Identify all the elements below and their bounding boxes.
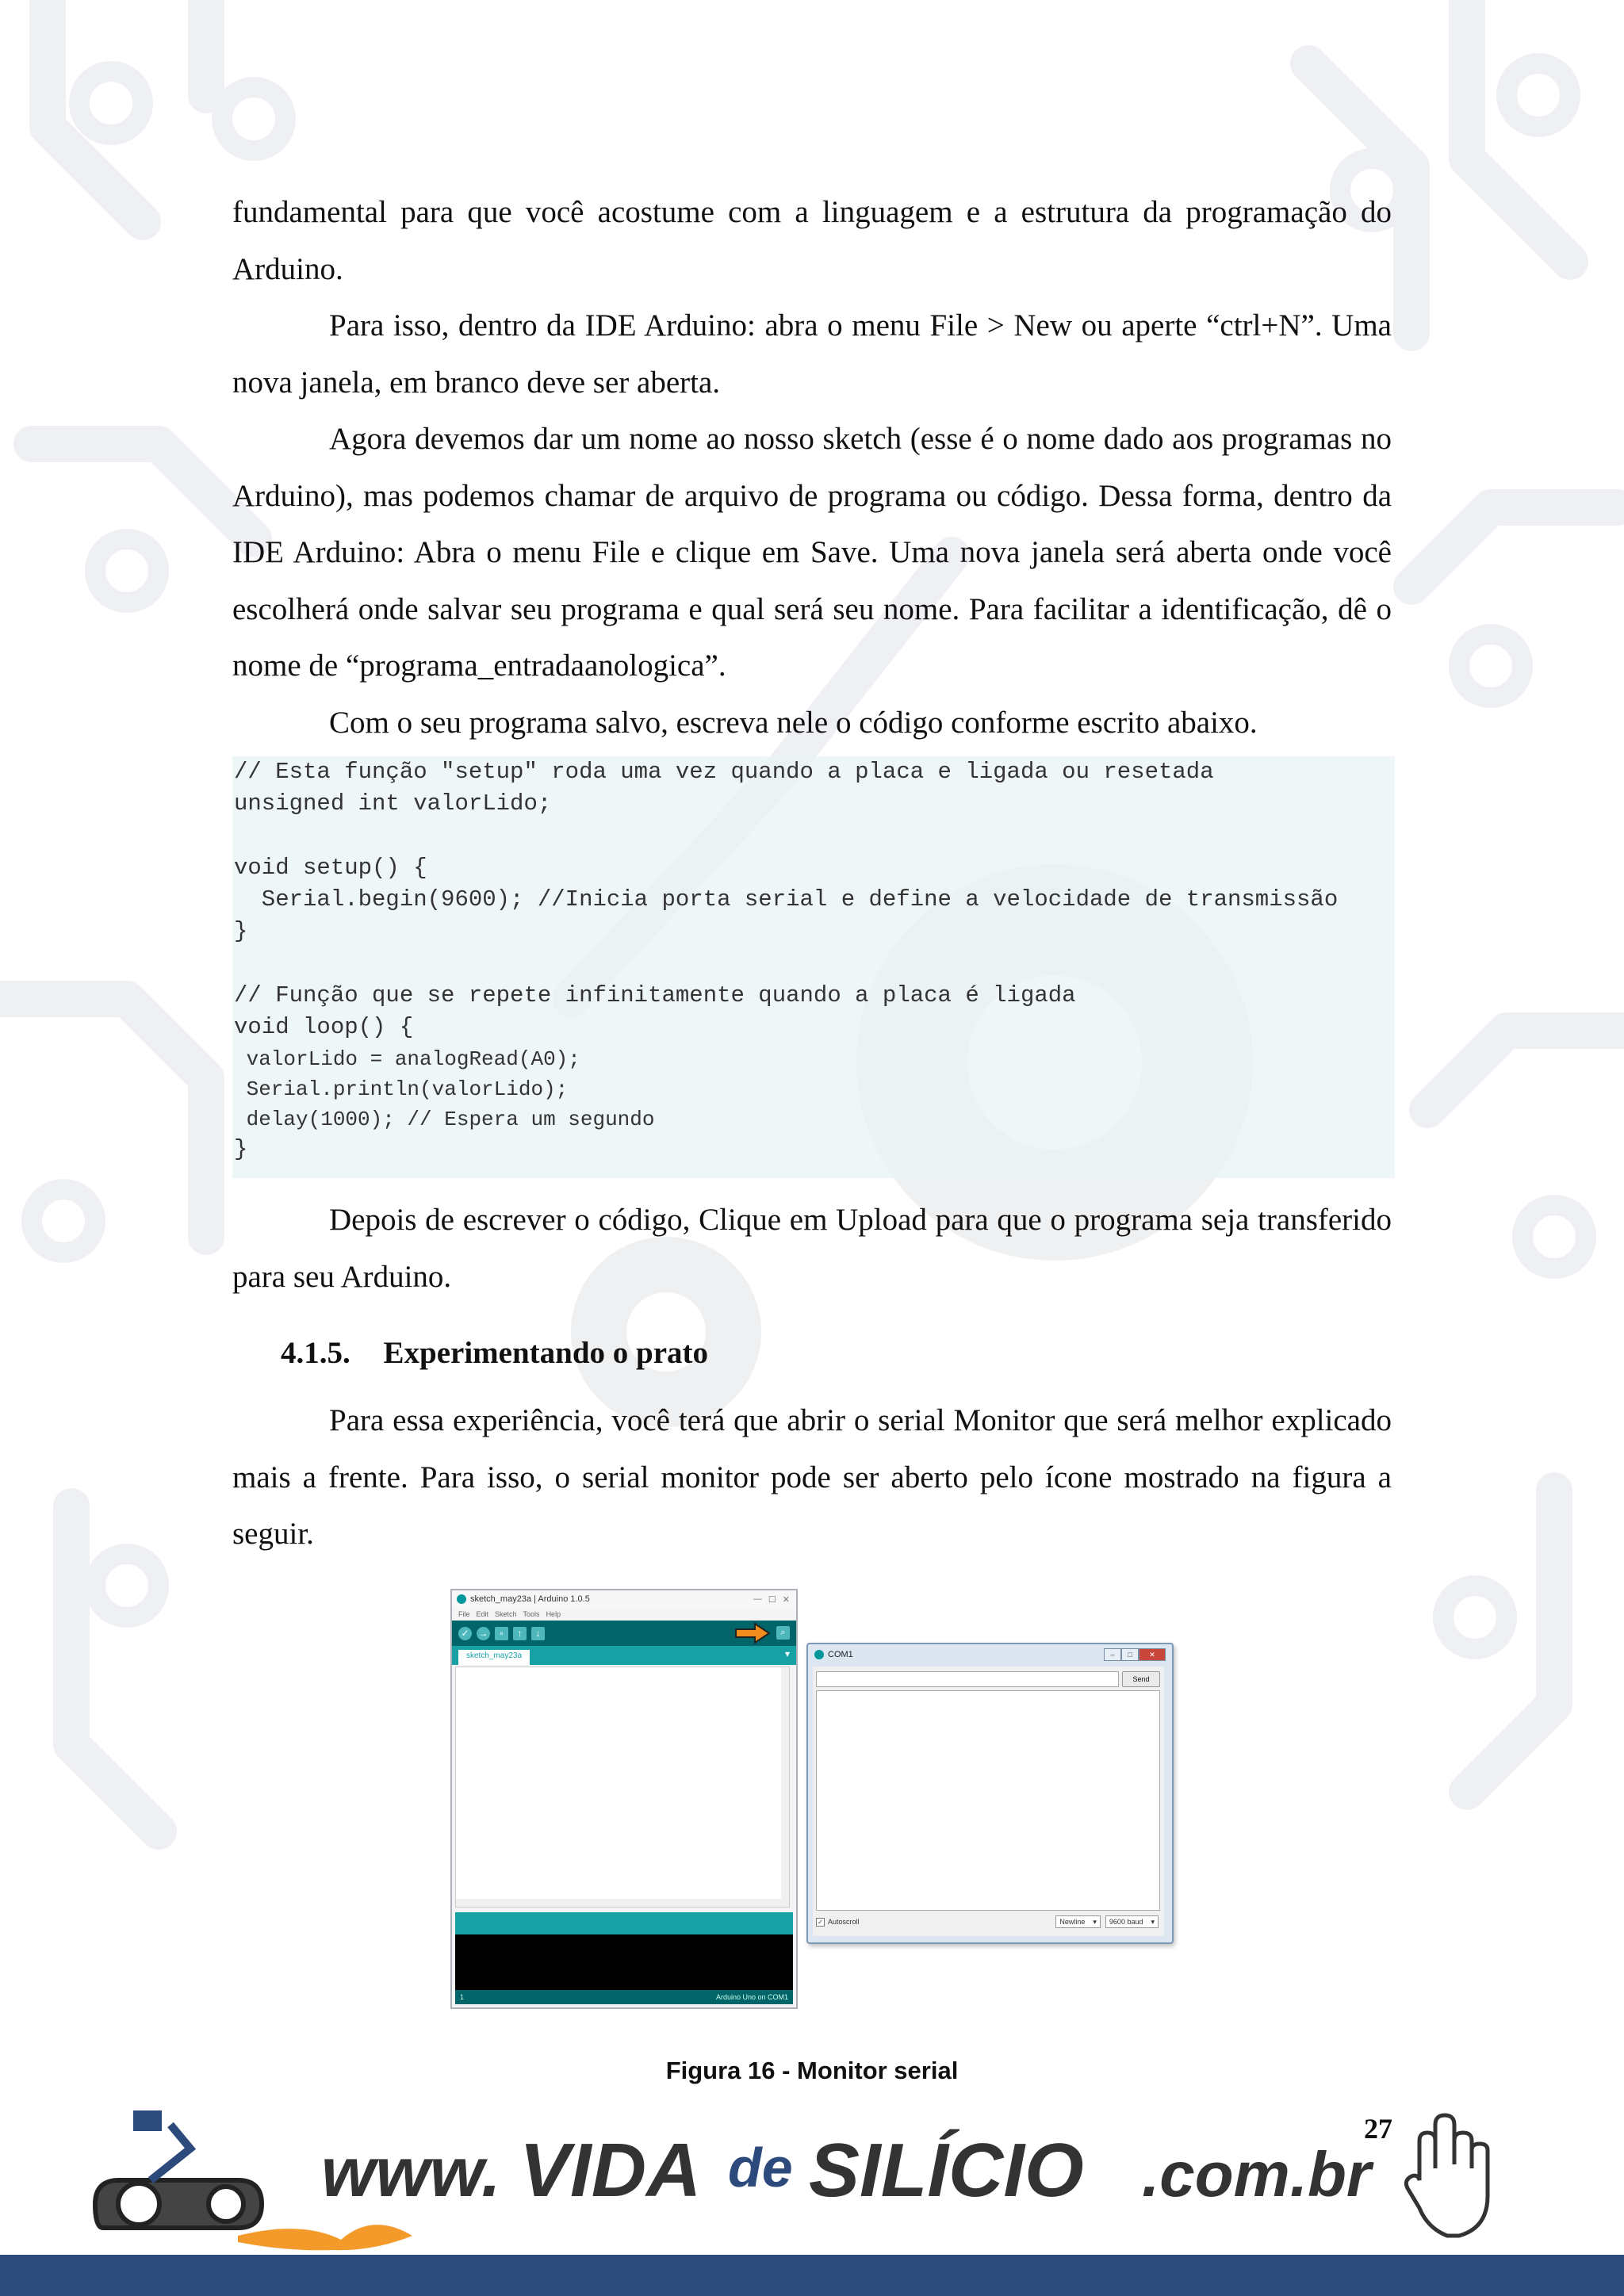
body-text-after-code: [232, 1192, 1392, 1305]
upload-icon: →: [477, 1627, 490, 1640]
body-text-top: [232, 184, 1392, 751]
ide-footer: [455, 1990, 793, 2004]
serial-input: [816, 1671, 1119, 1687]
window-controls: [753, 1594, 796, 1605]
code-line: valorLido = analogRead(A0);: [234, 1047, 580, 1071]
arduino-logo-icon: [457, 1594, 466, 1604]
serial-monitor-screenshot: [806, 1643, 1174, 1944]
arduino-logo-icon: [814, 1650, 824, 1659]
brand-de: de: [728, 2137, 793, 2198]
section-number: 4.1.5.: [281, 1336, 350, 1370]
maximize-icon: ☐: [768, 1594, 776, 1605]
baud-value: 9600 baud: [1109, 1918, 1143, 1926]
code-line: void loop() {: [234, 1014, 414, 1040]
hand-cursor-icon: [1406, 2115, 1488, 2236]
ide-editor: [455, 1667, 790, 1908]
menu-sketch: Sketch: [495, 1610, 517, 1618]
checkbox-icon: ✓: [816, 1918, 825, 1927]
code-line: Serial.begin(9600); //Inicia porta serial e define a velocidade de transmissão: [234, 886, 1339, 913]
close-icon: ✕: [782, 1594, 790, 1605]
paragraph-serial-monitor: Para essa experiência, você terá que abrir o serial Monitor que será melhor explicado mais a frente. Para isso, o serial monitor pode ser aberto pelo ícone mostrado na figura a seguir.: [232, 1403, 1392, 1551]
brand-tld: .com.br: [1142, 2139, 1371, 2210]
ide-tabbar: [452, 1646, 796, 1665]
code-line: Serial.println(valorLido);: [234, 1077, 569, 1101]
code-line: }: [234, 1136, 248, 1162]
autoscroll-label: Autoscroll: [828, 1918, 860, 1926]
line-ending-select: [1055, 1915, 1101, 1928]
verify-icon: ✓: [458, 1627, 472, 1640]
com-body: [813, 1667, 1164, 1936]
brand-silicio: SILÍCIO: [809, 2128, 1084, 2213]
section-heading: [281, 1335, 708, 1371]
ide-console: [455, 1934, 793, 1990]
ide-status-bar: [455, 1912, 793, 1934]
menu-file: File: [458, 1610, 470, 1618]
brand-vida: VIDA: [519, 2128, 702, 2213]
paragraph-upload: Depois de escrever o código, Clique em Upload para que o programa seja transferido para seu Arduino.: [232, 1203, 1392, 1294]
figure-caption: Figura 16 - Monitor serial: [665, 2057, 959, 2084]
paragraph-1: fundamental para que você acostume com a linguagem e a estrutura da programação do Arduino.: [232, 195, 1392, 286]
minimize-icon: –: [1104, 1648, 1121, 1661]
code-line: delay(1000); // Espera um segundo: [234, 1108, 655, 1131]
maximize-icon: □: [1121, 1648, 1139, 1661]
menu-help: Help: [546, 1610, 561, 1618]
code-line: // Função que se repete infinitamente quando a placa é ligada: [234, 982, 1076, 1008]
save-icon: ↓: [531, 1627, 545, 1640]
board-port: Arduino Uno on COM1: [715, 1993, 788, 2001]
menu-tools: Tools: [523, 1610, 540, 1618]
serial-output: [816, 1690, 1160, 1911]
footer-logo: [0, 2093, 1624, 2260]
page-number: 27: [1364, 2113, 1392, 2145]
serial-monitor-icon: ⌕: [776, 1626, 790, 1640]
send-button: Send: [1122, 1671, 1160, 1687]
ide-window-title: sketch_may23a | Arduino 1.0.5: [470, 1594, 590, 1604]
code-line: }: [234, 918, 248, 944]
section-body: [232, 1392, 1392, 1563]
chevron-down-icon: ▾: [784, 1648, 790, 1659]
section-title: Experimentando o prato: [383, 1336, 708, 1370]
chevron-down-icon: ▾: [1151, 1917, 1155, 1926]
baud-select: [1105, 1915, 1159, 1928]
open-icon: ↑: [513, 1627, 527, 1640]
menu-edit: Edit: [476, 1610, 489, 1618]
code-block: [232, 756, 1395, 1178]
line-number: 1: [460, 1993, 465, 2001]
paragraph-3: Agora devemos dar um nome ao nosso sketch (esse é o nome dado aos programas no Arduino), mas podemos chamar de arquivo de programa ou código. Dessa forma, dentro da IDE Arduino: Abra o menu File e clique em Save. Uma nova janela será aberta onde você escolherá onde salvar seu programa e qual será seu nome. Para facilitar a identificação, dê o nome de “programa_entradaanologica”.: [232, 422, 1392, 683]
vertical-scrollbar: [781, 1667, 789, 1907]
paragraph-4: Com o seu programa salvo, escreva nele o código conforme escrito abaixo.: [329, 705, 1258, 740]
minimize-icon: —: [753, 1594, 762, 1604]
com-window-title: COM1: [828, 1650, 853, 1659]
ide-titlebar: [452, 1590, 796, 1608]
com-titlebar: [808, 1644, 1172, 1665]
chevron-down-icon: ▾: [1093, 1917, 1097, 1926]
com-bottom-bar: [816, 1914, 1159, 1930]
code-line: unsigned int valorLido;: [234, 790, 552, 817]
footer-band: [0, 2255, 1624, 2296]
paragraph-2: Para isso, dentro da IDE Arduino: abra o menu File > New ou aperte “ctrl+N”. Uma nova janela, em branco deve ser aberta.: [232, 308, 1392, 400]
highlight-arrow-icon: [734, 1623, 771, 1644]
ide-menubar: [452, 1608, 796, 1621]
arduino-ide-screenshot: [450, 1589, 798, 2009]
brand-www: www.: [321, 2133, 501, 2211]
horizontal-scrollbar: [456, 1899, 789, 1907]
code-line: void setup() {: [234, 855, 427, 881]
window-controls: [1104, 1648, 1166, 1661]
new-icon: ▫: [495, 1627, 508, 1640]
ide-toolbar: [452, 1621, 796, 1646]
sketch-tab: sketch_may23a: [458, 1650, 530, 1665]
code-line: // Esta função "setup" roda uma vez quando a placa e ligada ou resetada: [234, 759, 1214, 785]
close-icon: ✕: [1139, 1648, 1166, 1661]
line-ending-value: Newline: [1059, 1918, 1086, 1926]
